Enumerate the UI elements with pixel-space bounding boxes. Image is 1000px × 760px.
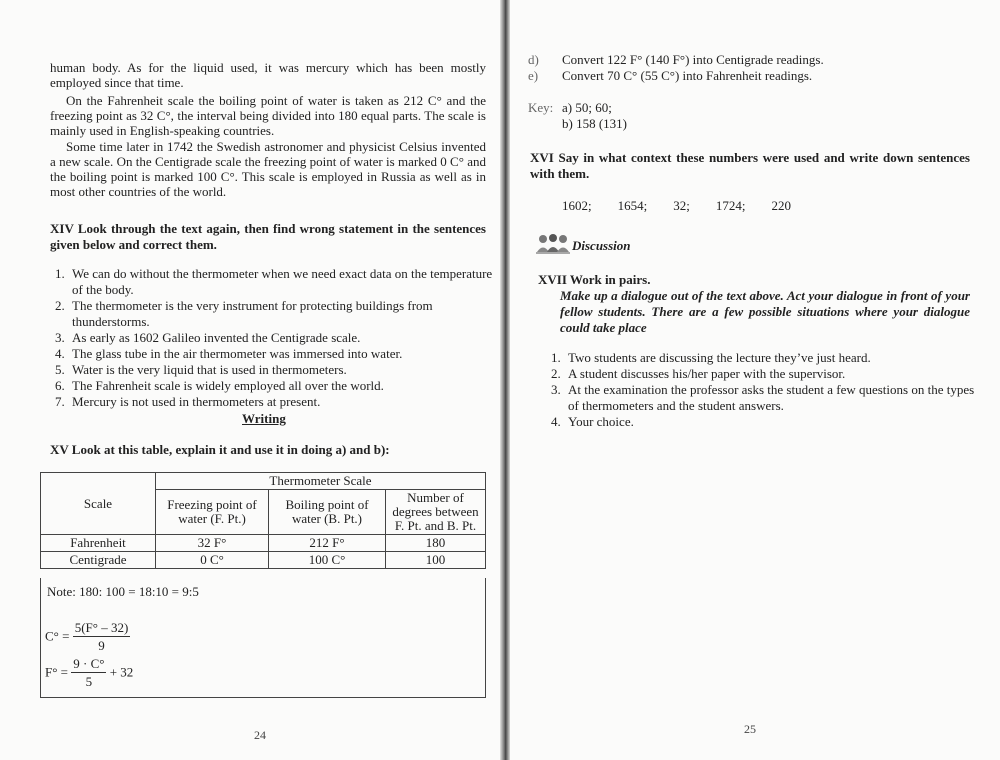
item-text: Convert 70 C° (55 C°) into Fahrenheit readings. [562,68,813,83]
key-row [528,100,968,116]
formula-numerator: 9 · C° [73,656,105,671]
table-cell: Fahrenheit [41,535,156,552]
list-item: 7. Mercury is not used in thermometers at present. [68,394,504,410]
table-cell: 180 [386,535,486,552]
exercise-14-heading: XIV Look through the text again, then find wrong statement in the sentences given below and correct them. [50,221,486,252]
table-group-header: Thermometer Scale [156,473,486,490]
number-item: 1602; [562,198,592,213]
item-label: e) [528,68,539,83]
formula-lhs: C° = [45,628,70,644]
formula-fraction [73,620,131,655]
list-item: 4. Your choice. [564,414,988,430]
table-cell: 100 C° [269,552,386,569]
table-cell: 100 [386,552,486,569]
list-item: 2. The thermometer is the very instrument for protecting buildings from thunderstorms. [68,298,504,330]
numbers-row [562,198,791,214]
paragraph-fahrenheit: On the Fahrenheit scale the boiling point of water is taken as 212 C° and the freezing point as 32 C°, the interval being divided into 180 equal parts. The scale is mainly used in English-speaking countries. [50,93,486,138]
number-item: 220 [771,198,791,213]
formula-denominator: 9 [98,638,105,653]
number-item: 1654; [617,198,648,213]
exercise-17-list [546,350,988,430]
page-number-right: 25 [744,722,756,736]
exercise-16-heading: XVI Say in what context these numbers were used and write down sentences with them. [530,150,970,181]
exercise-14-list [50,266,504,410]
list-item: 4. The glass tube in the air thermometer was immersed into water. [68,346,504,362]
table-row [41,552,486,569]
list-item [528,52,968,68]
paragraph-intro: human body. As for the liquid used, it was mercury which has been mostly employed since that time. [50,60,486,90]
list-item: 2. A student discusses his/her paper with the supervisor. [564,366,988,382]
list-item: 1. We can do without the thermometer when we need exact data on the temperature of the body. [68,266,504,298]
paragraph-celsius: Some time later in 1742 the Swedish astronomer and physicist Celsius invented a new scale. On the Centigrade scale the freezing point of water is marked 0 C° and the boiling point is marked 100 C°. This scale is employed in Russia as well as in most other countries of the world. [50,139,486,199]
item-text: Convert 122 F° (140 F°) into Centigrade readings. [562,52,824,67]
table-cell: 212 F° [269,535,386,552]
discussion-people-icon [536,232,570,254]
exercise-15-heading: XV Look at this table, explain it and use it in doing a) and b): [50,442,390,457]
formula-lhs: F° = [45,664,69,680]
table-header-degrees: Number of degrees between F. Pt. and B. Pt. [386,490,486,535]
table-header-freezing: Freezing point of water (F. Pt.) [156,490,269,535]
writing-section-title: Writing [242,411,286,426]
exercise-17-heading: XVII Work in pairs. [538,272,651,287]
formula-fraction [71,656,106,691]
celsius-formula [45,620,130,655]
fahrenheit-formula [45,656,133,691]
formula-numerator: 5(F° – 32) [74,620,129,635]
table-header-boiling: Boiling point of water (B. Pt.) [269,490,386,535]
number-item: 32; [673,198,690,213]
answer-key [528,100,968,132]
key-answer-a: a) 50; 60; [562,100,612,115]
list-item: 6. The Fahrenheit scale is widely employed all over the world. [68,378,504,394]
list-item: 1. Two students are discussing the lecture they’ve just heard. [564,350,988,366]
formula-box [40,578,486,698]
page-number-left: 24 [254,728,266,742]
table-row [41,535,486,552]
table-cell: 32 F° [156,535,269,552]
number-item: 1724; [715,198,746,213]
item-label: d) [528,52,539,67]
discussion-section-label: Discussion [572,238,631,253]
book-spine [500,0,510,760]
formula-denominator: 5 [85,674,93,689]
list-item [528,68,968,84]
key-label: Key: [528,100,554,115]
list-item: 5. Water is the very liquid that is used in thermometers. [68,362,504,378]
conversion-exercises [528,52,968,84]
thermometer-scale-table [40,472,486,569]
list-item: 3. As early as 1602 Galileo invented the Centigrade scale. [68,330,504,346]
list-item: 3. At the examination the professor asks the student a few questions on the types of thermometers and the student answers. [564,382,988,414]
table-cell: 0 C° [156,552,269,569]
table-header-scale: Scale [41,473,156,535]
formula-tail: + 32 [109,664,134,680]
ratio-note: Note: 180: 100 = 18:10 = 9:5 [47,584,199,599]
key-row [528,116,968,132]
exercise-17-task: Make up a dialogue out of the text above. Act your dialogue in front of your fellow students. There are a few possible situations where your dialogue could take place [560,288,970,335]
table-cell: Centigrade [41,552,156,569]
key-answer-b: b) 158 (131) [562,116,627,131]
